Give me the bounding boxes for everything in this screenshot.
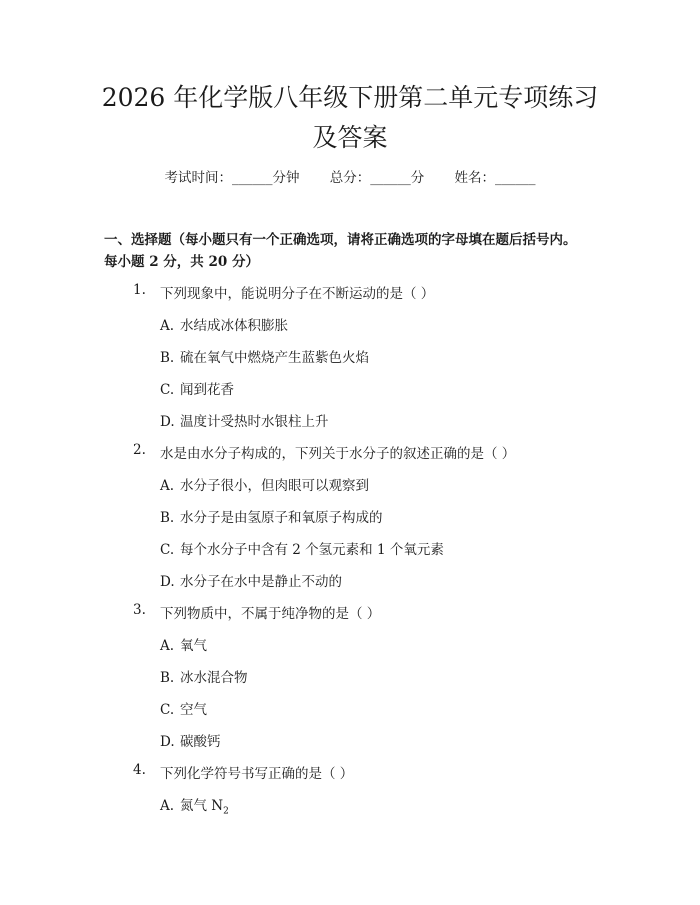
question-text: 水是由水分子构成的，下列关于水分子的叙述正确的是（ ）: [160, 446, 516, 462]
option-item: [160, 698, 207, 718]
option-subscript: 2: [223, 806, 229, 817]
option-letter: A.: [160, 638, 175, 654]
question-number: 2.: [133, 442, 146, 458]
option-letter: D.: [160, 574, 175, 590]
option-text: 每个水分子中含有 2 个氢元素和 1 个氧元素: [180, 542, 444, 558]
option-letter: B.: [160, 670, 175, 686]
exam-meta: [0, 166, 700, 186]
option-item: [160, 794, 229, 817]
option-item: [160, 570, 342, 590]
question-number: 3.: [133, 602, 146, 618]
question-text: 下列化学符号书写正确的是（ ）: [160, 766, 354, 782]
option-letter: C.: [160, 702, 175, 718]
option-letter: C.: [160, 382, 175, 398]
option-letter: D.: [160, 414, 175, 430]
option-letter: A.: [160, 478, 175, 494]
exam-name: 姓名：______: [454, 170, 536, 186]
option-text: 水分子很小，但肉眼可以观察到: [180, 478, 369, 494]
option-item: [160, 314, 288, 334]
option-item: [160, 410, 329, 430]
option-item: [160, 666, 248, 686]
question-text: 下列物质中，不属于纯净物的是（ ）: [160, 606, 381, 622]
option-item: [160, 634, 207, 654]
option-item: [160, 474, 369, 494]
option-text: 冰水混合物: [180, 670, 248, 686]
option-item: [160, 538, 444, 558]
exam-score: 总分：______分: [329, 170, 425, 186]
title-line-1: 2026 年化学版八年级下册第二单元专项练习: [101, 83, 599, 112]
option-item: [160, 730, 221, 750]
option-letter: D.: [160, 734, 175, 750]
title-line-2: 及答案: [312, 123, 388, 152]
option-text: 氧气: [180, 638, 207, 654]
question-number: 1.: [133, 282, 146, 298]
option-text: 空气: [180, 702, 207, 718]
question-number: 4.: [133, 762, 146, 778]
option-letter: A.: [160, 798, 175, 814]
option-letter: A.: [160, 318, 175, 334]
option-text: 闻到花香: [180, 382, 234, 398]
option-text: 水分子在水中是静止不动的: [180, 574, 342, 590]
section-heading: [104, 229, 624, 273]
option-text: 碳酸钙: [180, 734, 221, 750]
section-heading-line-2: 每小题 2 分，共 20 分）: [104, 254, 259, 270]
option-item: [160, 346, 369, 366]
option-letter: C.: [160, 542, 175, 558]
option-text: 氮气 N: [180, 798, 224, 814]
document-title: [0, 78, 700, 158]
exam-time: 考试时间：______分钟: [164, 170, 300, 186]
option-text: 水结成冰体积膨胀: [180, 318, 288, 334]
option-letter: B.: [160, 510, 175, 526]
option-text: 温度计受热时水银柱上升: [180, 414, 329, 430]
option-item: [160, 378, 234, 398]
option-text: 硫在氧气中燃烧产生蓝紫色火焰: [180, 350, 369, 366]
option-letter: B.: [160, 350, 175, 366]
question-text: 下列现象中，能说明分子在不断运动的是（ ）: [160, 286, 435, 302]
section-heading-line-1: 一、选择题（每小题只有一个正确选项，请将正确选项的字母填在题后括号内。: [104, 232, 577, 248]
option-text: 水分子是由氢原子和氧原子构成的: [180, 510, 383, 526]
option-item: [160, 506, 383, 526]
